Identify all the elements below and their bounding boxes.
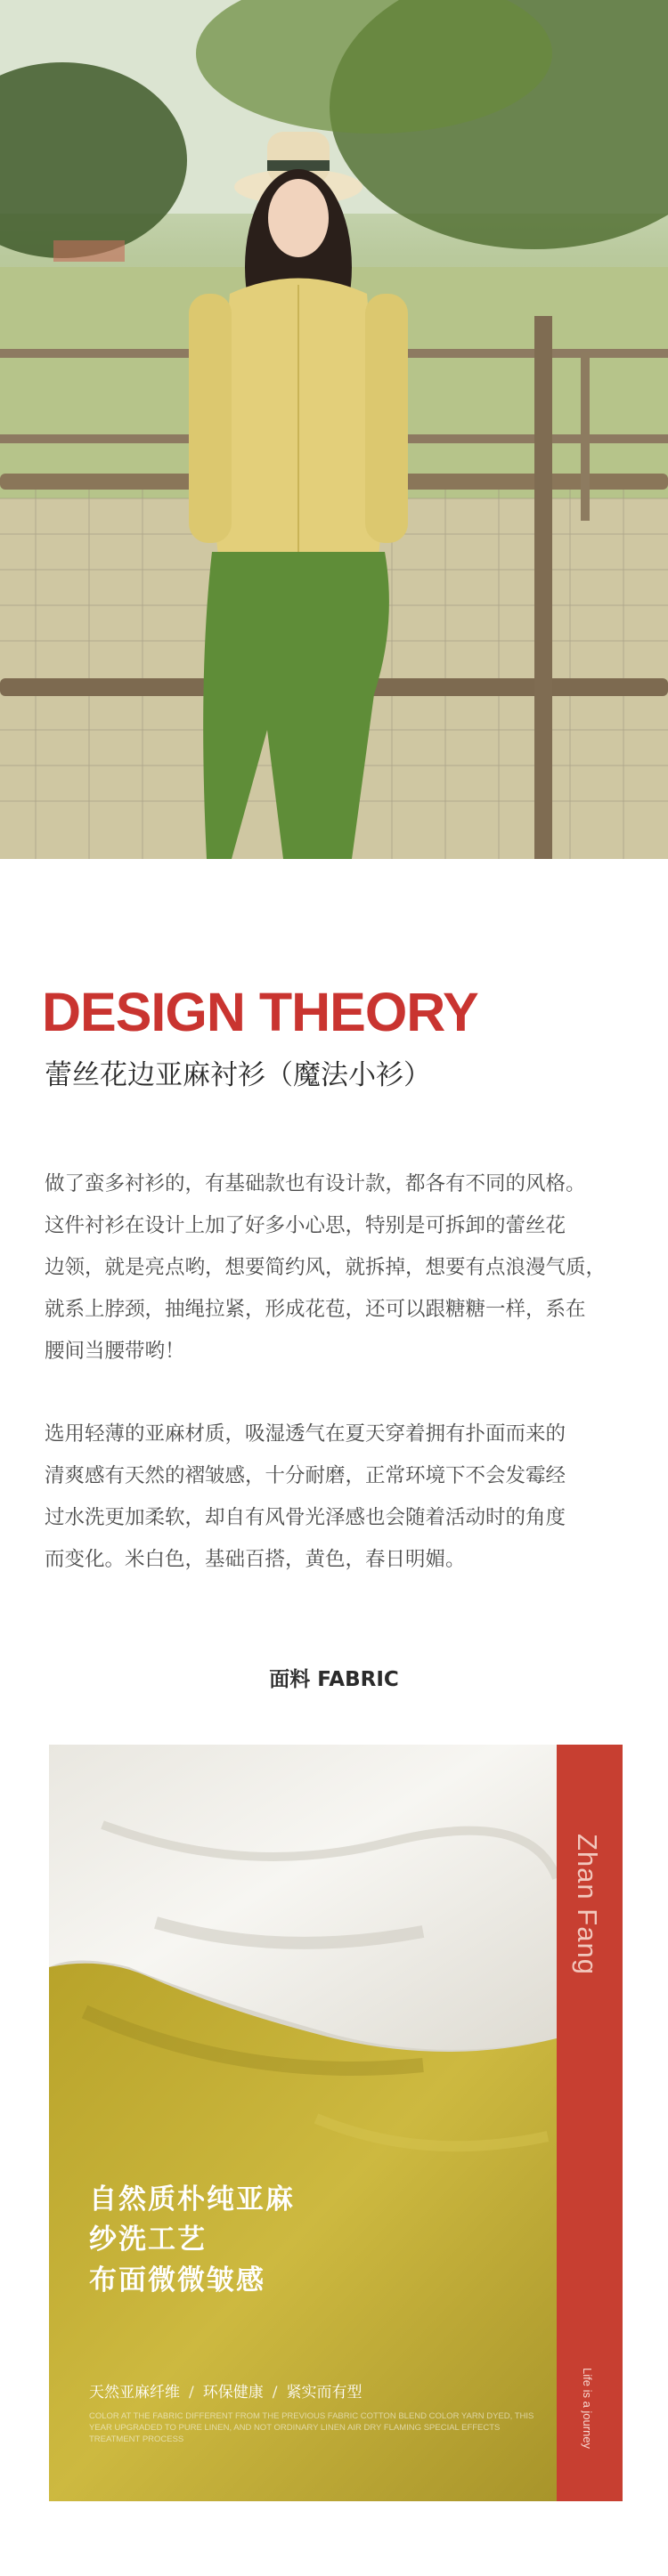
fence-post (534, 316, 552, 859)
design-theory-title: DESIGN THEORY (42, 982, 478, 1042)
fabric-panel (49, 1745, 623, 2501)
fabric-tag: 天然亚麻纤维 (89, 2384, 180, 2402)
left-sleeve (189, 294, 232, 543)
fabric-tag: 环保健康 (202, 2384, 264, 2402)
house-roof (53, 240, 125, 262)
description-line: 过水洗更加柔软，却自有风骨光泽感也会随着活动时的角度 (45, 1506, 566, 1529)
description-line: 而变化。米白色，基础百搭，黄色，春日明媚。 (45, 1548, 466, 1571)
hero-photo (0, 0, 668, 859)
fence-post-small (581, 352, 590, 521)
description-line: 腰间当腰带哟！ (45, 1340, 185, 1363)
description-line: 选用轻薄的亚麻材质，吸湿透气在夏天穿着拥有扑面而来的 (45, 1422, 566, 1446)
fabric-tag: 紧实而有型 (286, 2384, 363, 2402)
feature-line: 自然质朴纯亚麻 (89, 2183, 295, 2216)
feature-line: 纱洗工艺 (89, 2224, 207, 2256)
tag-separator: / (189, 2384, 194, 2402)
face (268, 179, 329, 257)
fabric-tags (89, 2379, 362, 2402)
feature-line: 布面微微皱感 (89, 2264, 265, 2297)
fabric-section-title: 面料 FABRIC (269, 1668, 399, 1691)
fabric-english-description: COLOR AT THE FABRIC DIFFERENT FROM THE PREVIOUS FABRIC COTTON BLEND COLOR YARN DYED, THIS YEAR UPGRADED TO PURE LINEN, AND NOT ORDINARY LINEN AIR DRY FLAMING SPECIAL EFFECTS TREATMENT PROCESS (89, 2411, 534, 2444)
description-paragraph-1 (45, 1163, 625, 1373)
description-line: 做了蛮多衬衫的，有基础款也有设计款，都各有不同的风格。 (45, 1172, 586, 1195)
description-line: 边领，就是亮点哟，想要简约风，就拆掉，想要有点浪漫气质， (45, 1256, 607, 1279)
brand-bar-text (557, 1745, 623, 2501)
description-paragraph-2 (45, 1414, 625, 1581)
right-sleeve (365, 294, 408, 543)
tag-separator: / (272, 2384, 278, 2402)
description-line: 这件衬衫在设计上加了好多小心思，特别是可拆卸的蕾丝花 (45, 1214, 566, 1237)
brand-tagline: Life is a journey (581, 2368, 594, 2450)
product-subtitle: 蕾丝花边亚麻衬衫（魔法小衫） (45, 1059, 431, 1091)
description-line: 就系上脖颈，抽绳拉紧，形成花苞，还可以跟糖糖一样，系在 (45, 1298, 586, 1321)
hero-illustration (0, 0, 668, 859)
description-line: 清爽感有天然的褶皱感，十分耐磨，正常环境下不会发霉经 (45, 1464, 566, 1487)
brand-name: Zhan Fang (572, 1834, 603, 1975)
